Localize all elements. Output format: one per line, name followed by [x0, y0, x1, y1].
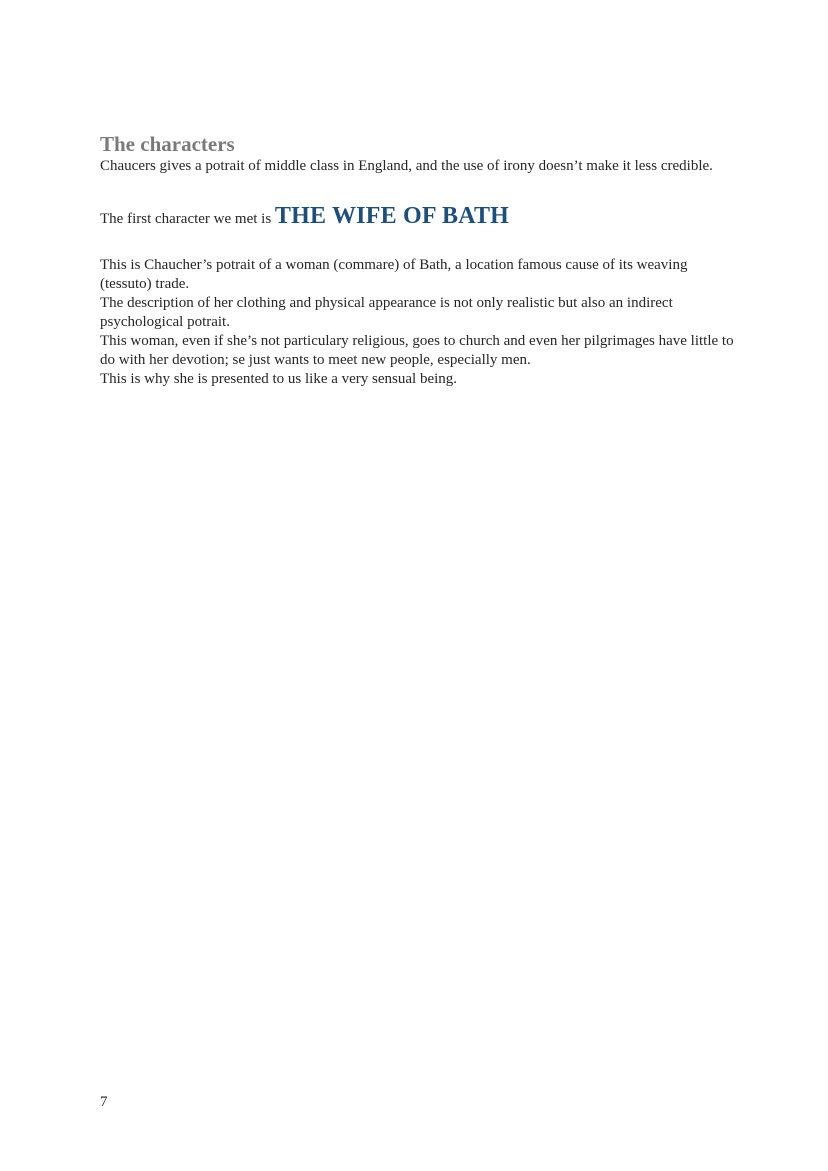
body-paragraph: This is why she is presented to us like a very sensual being.	[100, 371, 458, 387]
body-paragraph: This woman, even if she’s not particulary religious, goes to church and even her pilgrimages have little to do with her devotion; se just wants to meet new people, especially men.	[100, 333, 734, 368]
body-paragraph: The description of her clothing and physical appearance is not only realistic but also an indirect psychological potrait.	[100, 295, 673, 330]
character-name-highlight: THE WIFE OF BATH	[274, 203, 510, 229]
intro-paragraph: Chaucers gives a potrait of middle class in England, and the use of irony doesn’t make it less credible.	[100, 158, 713, 174]
first-character-lead: The first character we met is	[100, 211, 272, 227]
body-text	[100, 256, 740, 389]
body-paragraph: This is Chaucher’s potrait of a woman (commare) of Bath, a location famous cause of its weaving (tessuto) trade.	[100, 257, 688, 292]
page-number: 7	[100, 1094, 108, 1110]
first-character-line	[100, 201, 740, 234]
section-heading: The characters	[100, 132, 235, 156]
page-content	[100, 131, 740, 389]
